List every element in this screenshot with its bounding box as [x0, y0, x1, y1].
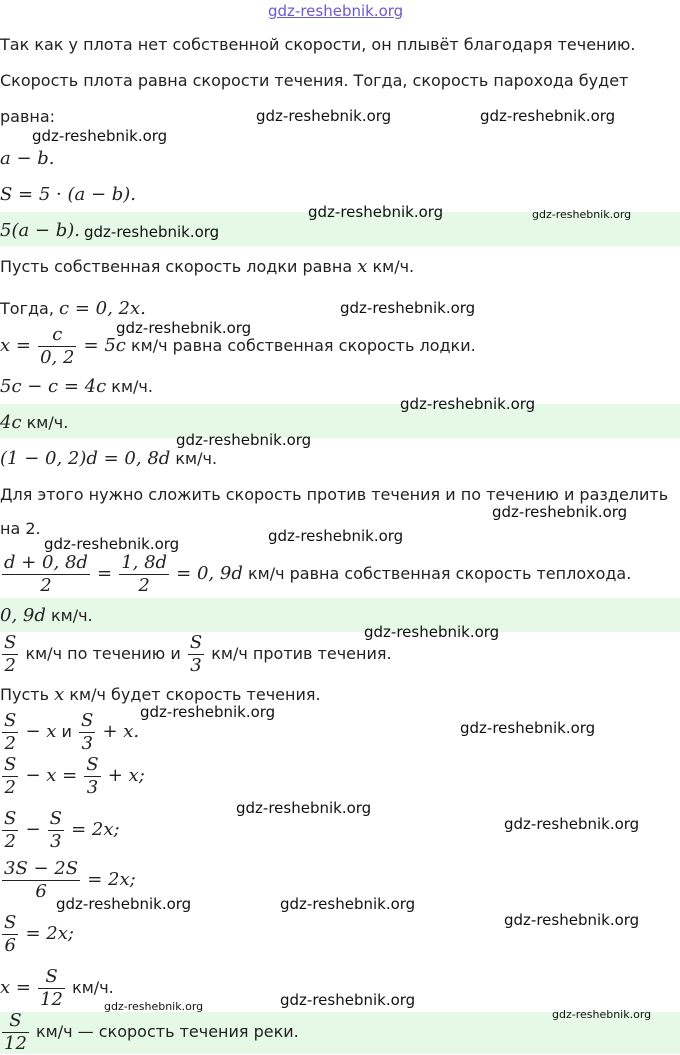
watermark: gdz-reshebnik.org	[176, 431, 312, 449]
answer: 5(a − b).	[0, 220, 80, 241]
watermark: gdz-reshebnik.org	[32, 127, 168, 145]
equation: S = 5 · (a − b).	[0, 184, 137, 205]
equation: $\frac{3S - 2S}{6}$ = 2x;	[4, 858, 136, 902]
watermark: gdz-reshebnik.org	[504, 911, 640, 929]
watermark: gdz-reshebnik.org	[56, 895, 192, 913]
watermark: gdz-reshebnik.org	[268, 2, 404, 20]
watermark: gdz-reshebnik.org	[280, 895, 416, 913]
equation: 5c − c = 4c км/ч.	[0, 376, 153, 397]
equation: (1 − 0, 2)d = 0, 8d км/ч.	[0, 448, 218, 469]
watermark: gdz-reshebnik.org	[256, 107, 392, 125]
watermark: gdz-reshebnik.org	[116, 319, 252, 337]
watermark: gdz-reshebnik.org	[84, 223, 220, 241]
watermark: gdz-reshebnik.org	[552, 1008, 652, 1021]
answer: 0, 9d км/ч.	[0, 605, 93, 626]
watermark: gdz-reshebnik.org	[104, 1000, 204, 1013]
watermark: gdz-reshebnik.org	[340, 299, 476, 317]
paragraph: равна:	[0, 107, 56, 126]
watermark: gdz-reshebnik.org	[44, 535, 180, 553]
paragraph: Для этого нужно сложить скорость против течения и по течению и разделить	[0, 485, 669, 504]
watermark: gdz-reshebnik.org	[268, 527, 404, 545]
watermark: gdz-reshebnik.org	[480, 107, 616, 125]
watermark: gdz-reshebnik.org	[308, 203, 444, 221]
paragraph: на 2.	[0, 519, 41, 538]
paragraph: Пусть x км/ч будет скорость течения.	[0, 684, 321, 705]
answer-band	[0, 404, 680, 438]
equation: x = $\frac{S}{12}$ км/ч.	[0, 966, 114, 1010]
watermark: gdz-reshebnik.org	[532, 208, 632, 221]
watermark: gdz-reshebnik.org	[504, 815, 640, 833]
watermark: gdz-reshebnik.org	[280, 991, 416, 1009]
watermark: gdz-reshebnik.org	[460, 719, 596, 737]
answer-band	[0, 598, 680, 632]
watermark: gdz-reshebnik.org	[140, 703, 276, 721]
equation: $\frac{d + 0, 8d}{2}$ = $\frac{1, 8d}{2}$ = 0, 9d км/ч равна собственная скорость теплохода.	[4, 552, 632, 596]
equation: $\frac{S}{2}$ − $\frac{S}{3}$ = 2x;	[4, 808, 120, 852]
equation: $\frac{S}{2}$ − x = $\frac{S}{3}$ + x;	[4, 754, 145, 798]
equation: x = $\frac{c}{0, 2}$ = 5c км/ч равна собственная скорость лодки.	[0, 324, 476, 368]
equation: $\frac{S}{6}$ = 2x;	[4, 912, 74, 956]
answer: 4c км/ч.	[0, 412, 69, 433]
watermark: gdz-reshebnik.org	[400, 395, 536, 413]
paragraph: Так как у плота нет собственной скорости, он плывёт благодаря течению.	[0, 35, 636, 54]
paragraph: Тогда, c = 0, 2x.	[0, 298, 146, 319]
equation: $\frac{S}{2}$ км/ч по течению и $\frac{S}{3}$ км/ч против течения.	[4, 632, 392, 676]
paragraph: Пусть собственная скорость лодки равна x км/ч.	[0, 256, 415, 277]
equation: a − b.	[0, 148, 55, 169]
watermark: gdz-reshebnik.org	[364, 623, 500, 641]
watermark: gdz-reshebnik.org	[492, 503, 628, 521]
answer: $\frac{S}{12}$ км/ч — скорость течения реки.	[4, 1010, 299, 1054]
watermark: gdz-reshebnik.org	[236, 799, 372, 817]
paragraph: Скорость плота равна скорости течения. Тогда, скорость парохода будет	[0, 71, 629, 90]
equation: $\frac{S}{2}$ − x и $\frac{S}{3}$ + x.	[4, 710, 140, 754]
